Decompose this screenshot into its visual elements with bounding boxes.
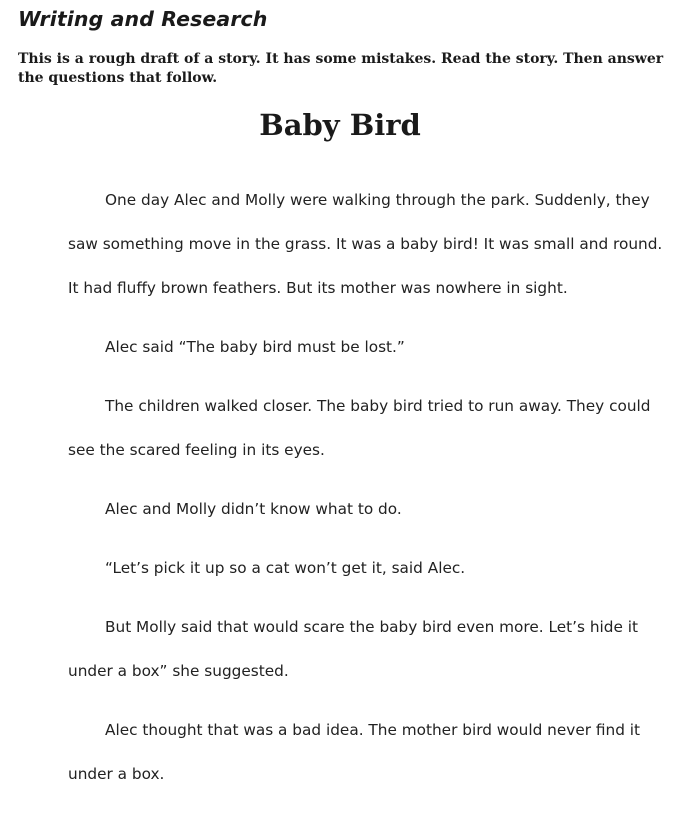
story-line: under a box” she suggested.: [68, 662, 289, 680]
story-line: under a box.: [68, 765, 165, 783]
story-paragraph-2: [68, 325, 660, 369]
story-title: Baby Bird: [259, 108, 421, 142]
instructions-text: This is a rough draft of a story. It has some mistakes. Read the story. Then answer the questions that follow.: [18, 51, 664, 86]
story-line: saw something move in the grass. It was a baby bird! It was small and round.: [68, 235, 663, 253]
story-paragraph-7: [68, 708, 660, 796]
story-line: “Let’s pick it up so a cat won’t get it, said Alec.: [105, 559, 466, 577]
story-line: Alec said “The baby bird must be lost.”: [105, 338, 405, 356]
story-paragraph-6: [68, 605, 660, 693]
story-paragraph-5: [68, 546, 660, 590]
story-line: see the scared feeling in its eyes.: [68, 441, 325, 459]
story-line: One day Alec and Molly were walking through the park. Suddenly, they: [105, 191, 650, 209]
story-paragraph-3: [68, 384, 660, 472]
story-paragraph-1: [68, 178, 663, 310]
story-paragraph-4: [68, 487, 660, 531]
section-title: Writing and Research: [18, 7, 268, 31]
story-line: But Molly said that would scare the baby bird even more. Let’s hide it: [105, 618, 639, 636]
story-line: Alec thought that was a bad idea. The mother bird would never find it: [105, 721, 641, 739]
story-line: Alec and Molly didn’t know what to do.: [105, 500, 402, 518]
story-line: The children walked closer. The baby bird tried to run away. They could: [105, 397, 651, 415]
story-line: It had fluffy brown feathers. But its mother was nowhere in sight.: [68, 279, 568, 297]
story-body: [68, 178, 663, 796]
